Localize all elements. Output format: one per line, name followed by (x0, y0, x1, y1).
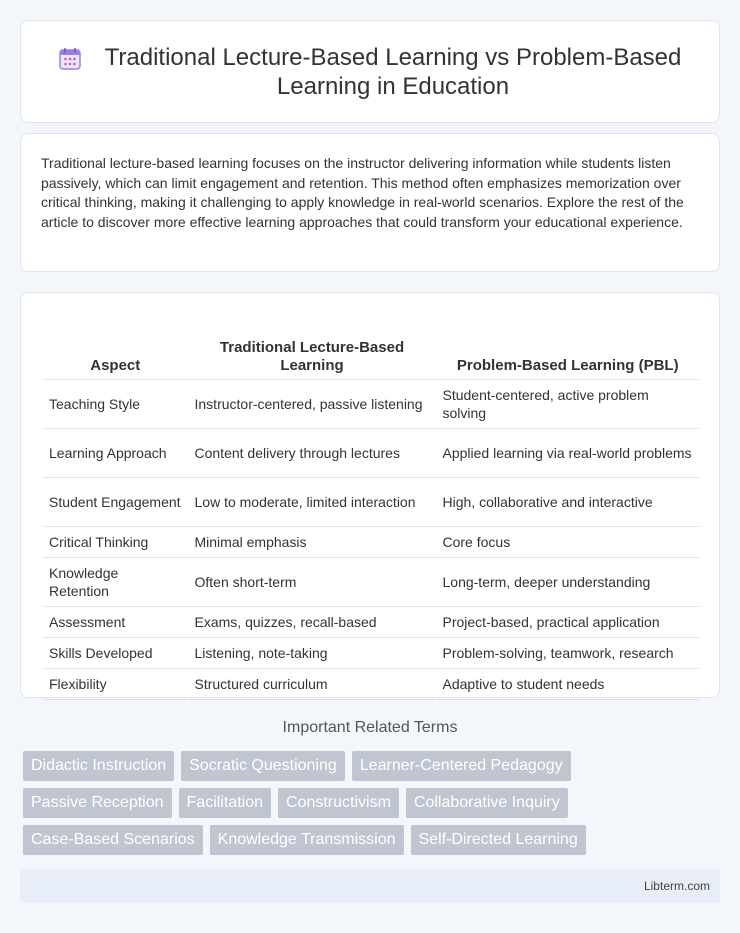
table-cell: Flexibility (43, 668, 188, 699)
related-term-tag[interactable]: Facilitation (179, 788, 271, 818)
related-term-tag[interactable]: Socratic Questioning (181, 751, 345, 781)
table-cell: Learning Approach (43, 428, 188, 477)
table-row (43, 526, 699, 557)
tag-row (23, 788, 723, 818)
table-row (43, 606, 699, 637)
column-header-lecture: Traditional Lecture-Based Learning (188, 313, 436, 379)
calendar-icon (57, 46, 83, 72)
table-cell: Student Engagement (43, 477, 188, 526)
related-term-tag[interactable]: Collaborative Inquiry (406, 788, 568, 818)
related-terms-tags (23, 751, 723, 862)
table-body (43, 379, 699, 699)
related-term-tag[interactable]: Didactic Instruction (23, 751, 174, 781)
tag-row (23, 825, 723, 855)
table-cell: Often short-term (188, 557, 436, 606)
related-term-tag[interactable]: Self-Directed Learning (411, 825, 586, 855)
related-term-tag[interactable]: Passive Reception (23, 788, 172, 818)
table-cell: Assessment (43, 606, 188, 637)
table-cell: Instructor-centered, passive listening (188, 379, 436, 428)
table-cell: Content delivery through lectures (188, 428, 436, 477)
table-cell: Critical Thinking (43, 526, 188, 557)
related-terms-title: Important Related Terms (282, 719, 458, 736)
related-term-tag[interactable]: Learner-Centered Pedagogy (352, 751, 571, 781)
footer-site-link[interactable]: Libterm.com (643, 879, 710, 893)
title-wrap (57, 43, 683, 101)
page-title: Traditional Lecture-Based Learning vs Problem-Based Learning in Education (104, 43, 682, 100)
table-cell: Long-term, deeper understanding (436, 557, 699, 606)
table-cell: Student-centered, active problem solving (436, 379, 699, 428)
table-cell: High, collaborative and interactive (436, 477, 699, 526)
table-cell: Adaptive to student needs (436, 668, 699, 699)
table-row (43, 379, 699, 428)
table-cell: Listening, note-taking (188, 637, 436, 668)
table-cell: Knowledge Retention (43, 557, 188, 606)
table-cell: Minimal emphasis (188, 526, 436, 557)
table-cell: Project-based, practical application (436, 606, 699, 637)
table-row (43, 477, 699, 526)
related-term-tag[interactable]: Constructivism (278, 788, 399, 818)
table-row (43, 557, 699, 606)
comparison-table-card (20, 292, 720, 698)
table-row (43, 428, 699, 477)
table-cell: Exams, quizzes, recall-based (188, 606, 436, 637)
table-cell: Skills Developed (43, 637, 188, 668)
tag-row (23, 751, 723, 781)
footer (20, 869, 720, 903)
table-row (43, 637, 699, 668)
intro-card (20, 133, 720, 272)
intro-text: Traditional lecture-based learning focuses on the instructor delivering information while students listen passively, which can limit engagement and retention. This method often emphasizes memorization over critical thinking, making it challenging to apply knowledge in real-world scenarios. Explore the rest of the article to discover more effective learning approaches that could transform your educational experience. (41, 155, 684, 230)
comparison-table (43, 313, 699, 700)
table-cell: Structured curriculum (188, 668, 436, 699)
table-row (43, 668, 699, 699)
related-term-tag[interactable]: Case-Based Scenarios (23, 825, 203, 855)
table-cell: Applied learning via real-world problems (436, 428, 699, 477)
table-cell: Teaching Style (43, 379, 188, 428)
table-cell: Core focus (436, 526, 699, 557)
title-card (20, 20, 720, 123)
column-header-aspect: Aspect (43, 313, 188, 379)
related-term-tag[interactable]: Knowledge Transmission (210, 825, 404, 855)
table-cell: Problem-solving, teamwork, research (436, 637, 699, 668)
table-header-row (43, 313, 699, 379)
column-header-pbl: Problem-Based Learning (PBL) (436, 313, 699, 379)
table-cell: Low to moderate, limited interaction (188, 477, 436, 526)
